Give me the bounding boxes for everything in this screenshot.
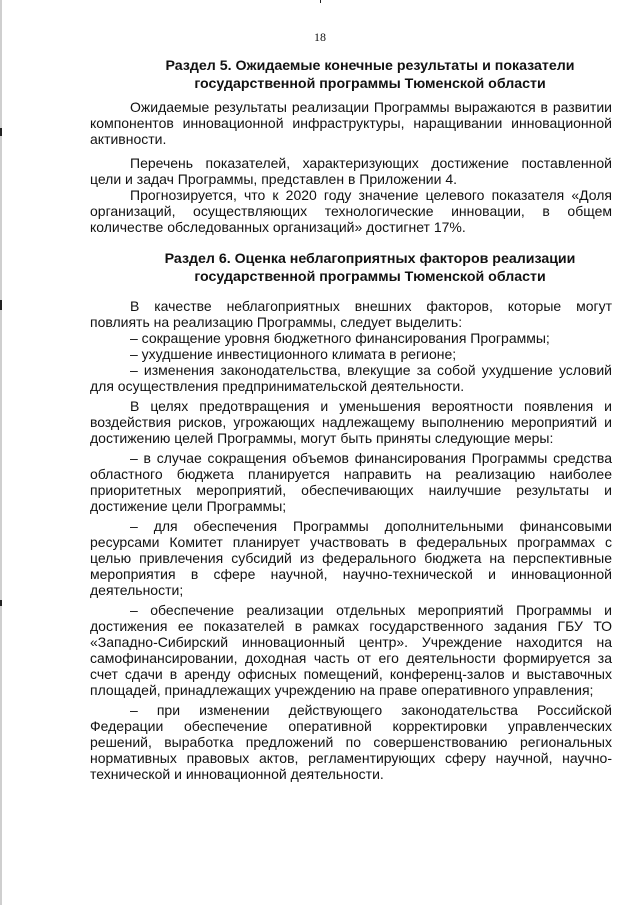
paragraph-line: цели и задач Программы, представлен в Приложении 4.: [90, 171, 458, 187]
page-number: 18: [314, 30, 326, 44]
paragraph-line: самофинансировании, доходная часть от его деятельности формируется за: [90, 650, 612, 666]
paragraph-line: организаций, осуществляющих технологические инновации, в общем: [90, 203, 612, 219]
heading-line: государственной программы Тюменской области: [194, 76, 546, 92]
paragraph-line: областного бюджета планируется направить на реализацию наиболее: [90, 466, 612, 482]
paragraph-line: Федерации обеспечение оперативной корректировки управленческих: [90, 718, 612, 734]
paragraph-line: количестве обследованных организаций» достигнет 17%.: [90, 219, 466, 235]
paragraph-line: приоритетных мероприятий, обеспечивающих наилучшие результаты и: [90, 482, 612, 498]
list-item: – изменения законодательства, влекущие за собой ухудшение условий: [130, 362, 612, 378]
section-5-heading: [150, 57, 590, 93]
paragraph-line: Ожидаемые результаты реализации Программы выражаются в развитии: [130, 99, 612, 115]
paragraph-line: Перечень показателей, характеризующих достижение поставленной: [130, 155, 612, 171]
section-6-heading: [150, 250, 590, 286]
paragraph-line: нормативных правовых актов, регламентирующих сферу научной, научно-: [90, 750, 612, 766]
paragraph-line: площадей, принадлежащих учреждению на праве оперативного управления;: [90, 682, 594, 698]
list-item: – сокращение уровня бюджетного финансирования Программы;: [130, 330, 550, 346]
heading-line: Раздел 6. Оценка неблагоприятных факторов реализации: [164, 251, 576, 267]
scan-mark: [0, 300, 2, 310]
heading-line: государственной программы Тюменской области: [194, 269, 546, 285]
heading-line: Раздел 5. Ожидаемые конечные результаты и показатели: [165, 58, 575, 74]
paragraph-line: Прогнозируется, что к 2020 году значение целевого показателя «Доля: [130, 187, 612, 203]
paragraph-line: деятельности;: [90, 582, 184, 598]
paragraph-line: целью привлечения субсидий из федерального бюджета на перспективные: [90, 550, 612, 566]
paragraph-line: компонентов инновационной инфраструктуры, наращивании инновационной: [90, 115, 612, 131]
paragraph-line: мероприятия в сфере научной, научно-технической и инновационной: [90, 566, 612, 582]
list-item: – при изменении действующего законодательства Российской: [130, 702, 612, 718]
paragraph-line: В качестве неблагоприятных внешних факторов, которые могут: [130, 298, 612, 314]
scan-mark: [0, 600, 2, 606]
paragraph-line: повлиять на реализацию Программы, следует выделить:: [90, 314, 463, 330]
paragraph-line: счет сдачи в аренду офисных помещений, конференц-залов и выставочных: [90, 666, 612, 682]
paragraph-line: достижению целей Программы, могут быть приняты следующие меры:: [90, 430, 554, 446]
paragraph-line: «Западно-Сибирский инновационный центр». Учреждение находится на: [90, 634, 612, 650]
scan-mark: [0, 128, 2, 136]
paragraph-line: достижения ее показателей в рамках государственного задания ГБУ ТО: [90, 618, 612, 634]
list-item: – в случае сокращения объемов финансирования Программы средства: [130, 450, 612, 466]
paragraph-line: активности.: [90, 131, 167, 147]
list-item: – ухудшение инвестиционного климата в регионе;: [130, 346, 457, 362]
paragraph-line: воздействия рисков, угрожающих надлежащему выполнению мероприятий и: [90, 414, 612, 430]
paragraph-line: технической и инновационной деятельности.: [90, 766, 384, 782]
paragraph-line: В целях предотвращения и уменьшения вероятности появления и: [130, 398, 612, 414]
list-item: – обеспечение реализации отдельных мероприятий Программы и: [130, 602, 612, 618]
paragraph-line: ресурсами Комитет планирует участвовать в федеральных программах с: [90, 534, 612, 550]
paragraph-line: для осуществления предпринимательской деятельности.: [90, 378, 465, 394]
paragraph-line: достижение цели Программы;: [90, 498, 287, 514]
paragraph-line: решений, выработка предложений по совершенствованию региональных: [90, 734, 612, 750]
list-item: – для обеспечения Программы дополнительными финансовыми: [130, 518, 612, 534]
scan-mark: [320, 0, 321, 3]
